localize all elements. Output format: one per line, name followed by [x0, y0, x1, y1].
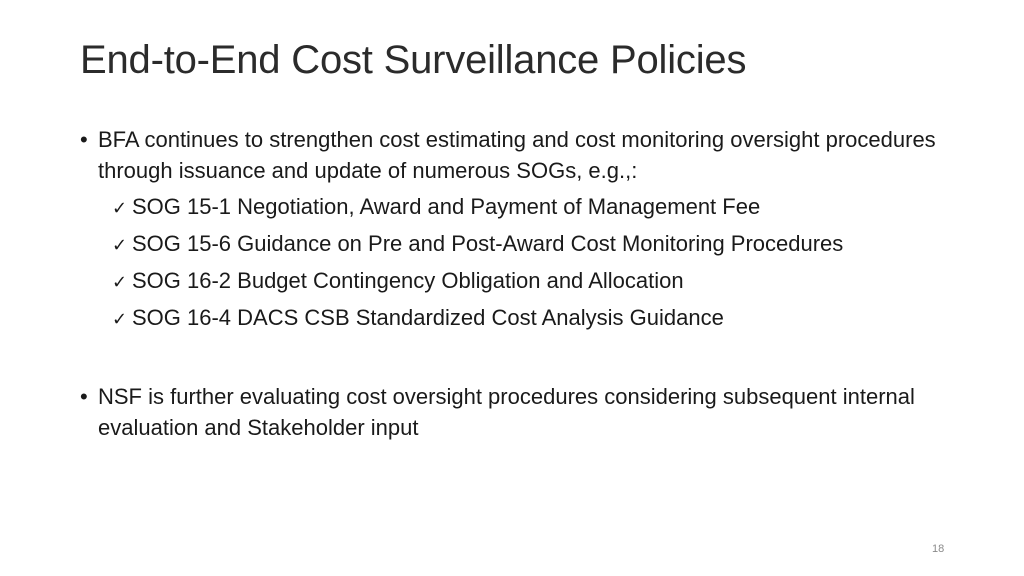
- checkmark-icon: ✓: [112, 309, 128, 330]
- sog-list: [112, 189, 958, 337]
- checkmark-icon: ✓: [112, 198, 128, 219]
- bullet-dot-icon: •: [80, 127, 88, 152]
- checkmark-icon: ✓: [112, 272, 128, 293]
- bullet-dot-icon: •: [80, 384, 88, 409]
- sog-list-item: [112, 189, 958, 226]
- bullet-text: NSF is further evaluating cost oversight procedures considering subsequent internal evaluation and Stakeholder input: [98, 384, 915, 440]
- sog-item-text: SOG 16-4 DACS CSB Standardized Cost Analysis Guidance: [132, 305, 724, 330]
- sog-list-item: [112, 226, 958, 263]
- bullet-item-nsf: [78, 381, 958, 443]
- bullet-text: BFA continues to strengthen cost estimating and cost monitoring oversight procedures through issuance and update of numerous SOGs, e.g.,:: [98, 127, 936, 183]
- sog-item-text: SOG 16-2 Budget Contingency Obligation and Allocation: [132, 268, 684, 293]
- sog-item-text: SOG 15-6 Guidance on Pre and Post-Award Cost Monitoring Procedures: [132, 231, 844, 256]
- sog-item-text: SOG 15-1 Negotiation, Award and Payment of Management Fee: [132, 194, 761, 219]
- slide-title: End-to-End Cost Surveillance Policies: [80, 38, 747, 82]
- bullet-item-bfa: [78, 124, 958, 186]
- sog-list-item: [112, 263, 958, 300]
- page-number: 18: [932, 543, 945, 555]
- slide-body: [78, 124, 958, 443]
- checkmark-icon: ✓: [112, 235, 128, 256]
- sog-list-item: [112, 300, 958, 337]
